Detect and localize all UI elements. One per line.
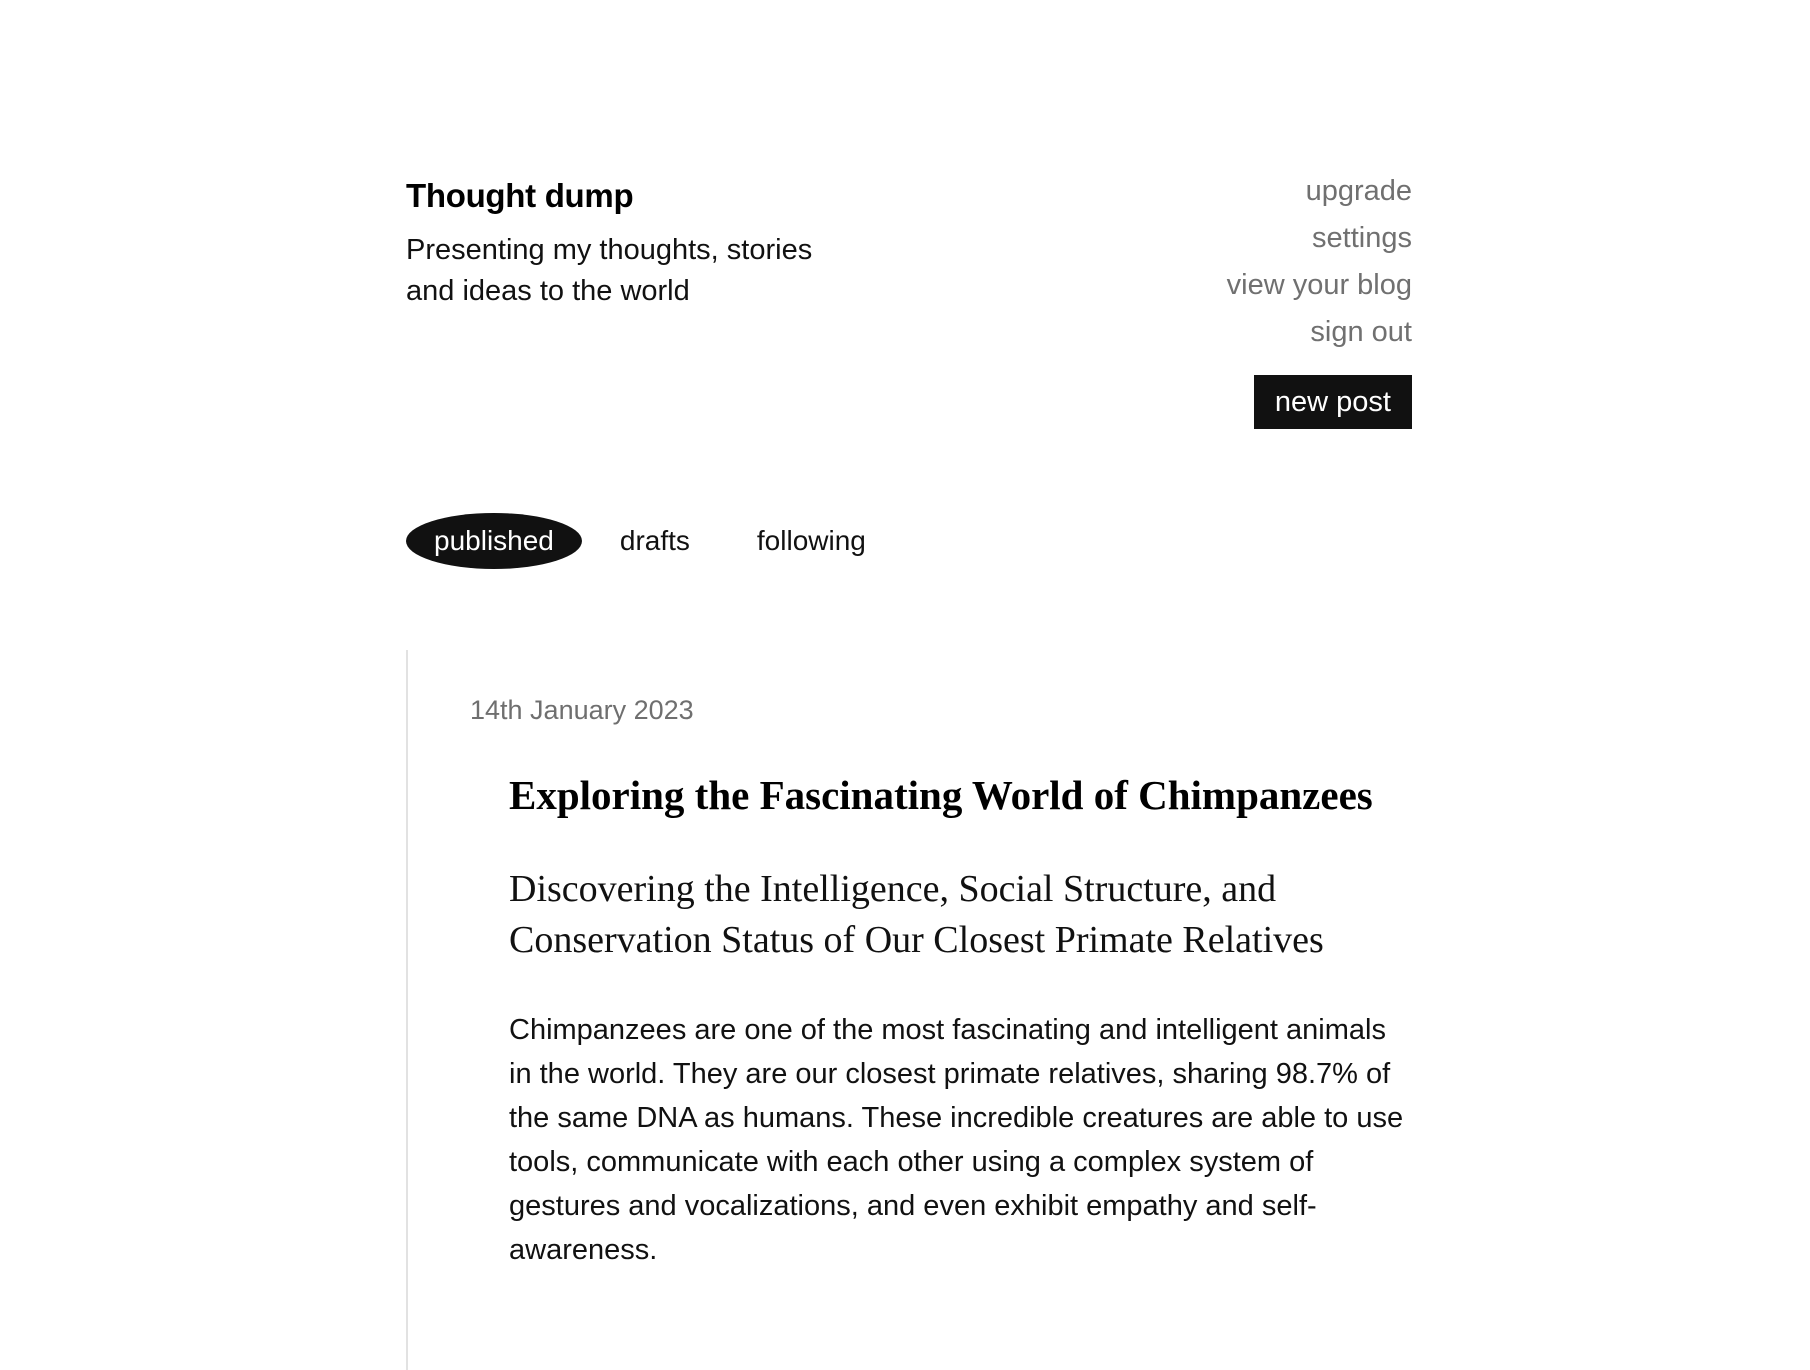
post-card (406, 650, 1414, 1370)
blog-tagline: Presenting my thoughts, stories and ideas to the world (406, 234, 813, 307)
blog-title: Thought dump (406, 177, 634, 214)
upgrade-link[interactable]: upgrade (1305, 175, 1412, 207)
post-tabs (406, 513, 866, 569)
tab-following[interactable]: following (756, 525, 866, 556)
post-subtitle: Discovering the Intelligence, Social Structure, and Conservation Status of Our Closest Primate Relatives (509, 868, 1324, 961)
post-title[interactable]: Exploring the Fascinating World of Chimpanzees (509, 772, 1373, 818)
view-blog-link[interactable]: view your blog (1226, 269, 1412, 301)
dashboard-page (406, 0, 1412, 1360)
blog-header (406, 174, 1412, 444)
blog-brand (406, 174, 926, 312)
post-date: 14th January 2023 (470, 695, 694, 725)
post-body (509, 768, 1414, 1272)
new-post-button[interactable]: new post (1254, 375, 1412, 429)
sign-out-link[interactable]: sign out (1310, 316, 1412, 348)
post-excerpt: Chimpanzees are one of the most fascinating and intelligent animals in the world. They are our closest primate relatives, sharing 98.7% of the same DNA as humans. These incredible creatures are able to use tools, communicate with each other using a complex system of gestures and vocalizations, and even exhibit empathy and self-awareness. (509, 1014, 1404, 1266)
tab-published[interactable]: published (406, 513, 582, 569)
settings-link[interactable]: settings (1312, 222, 1412, 254)
account-nav (1227, 174, 1412, 429)
tab-drafts[interactable]: drafts (619, 525, 690, 556)
